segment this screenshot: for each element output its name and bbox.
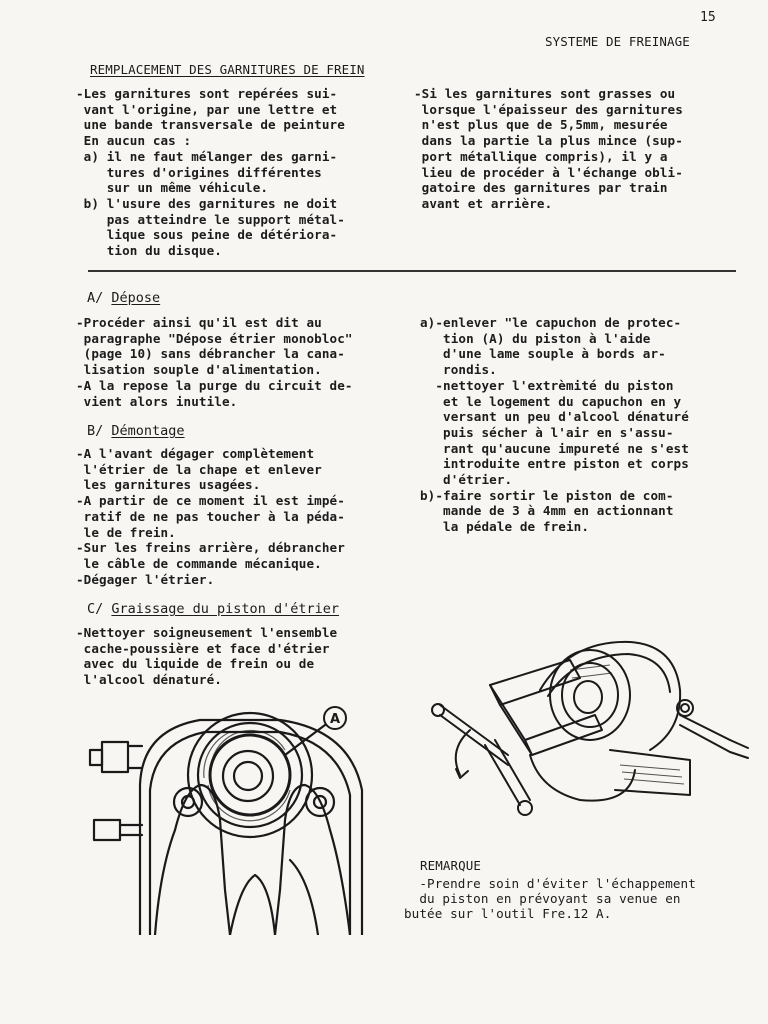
remarque-text: -Prendre soin d'éviter l'échappement du piston en prévoyant sa venue en butée sur l'outil Fre.12 A. (404, 876, 696, 922)
section-title: REMPLACEMENT DES GARNITURES DE FREIN (90, 62, 365, 77)
graissage-heading: C/ Graissage du piston d'étrier (87, 601, 339, 617)
divider (88, 270, 736, 272)
depose-right-text: a)-enlever "le capuchon de protec- tion (A) du piston à l'aide d'une lame souple à bords ar- rondis. -nettoyer l'extrèmité du piston et le logement du capuchon en y versant un peu d'alcool dénaturé puis sécher à l'air en s'assu- rant qu'aucune impureté ne s'est introduite entre piston et corps d'étrier. b)-faire sortir le piston de com- mande de 3 à 4mm en actionnant la pédale de frein. (420, 315, 689, 535)
depose-left-text: -Procéder ainsi qu'il est dit au paragraphe "Dépose étrier monobloc" (page 10) sans débrancher la cana- lisation souple d'alimentation. -A la repose la purge du circuit de- vient alors inutile. (76, 315, 353, 409)
figure-label-a: A (329, 712, 341, 727)
demontage-heading: B/ Démontage (87, 423, 185, 439)
demontage-text: -A l'avant dégager complètement l'étrier de la chape et enlever les garnitures usagées. -A partir de ce moment il est impé- ratif de ne pas toucher à la péda- le de frein. -Sur les freins arrière, débrancher le câble de commande mécanique. -Dégager l'étrier. (76, 446, 345, 587)
intro-left-paragraph: -Les garnitures sont repérées sui- vant l'origine, par une lettre et une bande transversale de peinture En aucun cas : a) il ne faut mélanger des garni- tures d'origines différentes sur un même véhicule. b) l'usure des garnitures ne doit pas atteindre le support métal- lique sous peine de détériora- tion du disque. (76, 86, 345, 259)
caliper-illustration (80, 690, 400, 935)
remarque-label: REMARQUE (420, 858, 482, 873)
header-title: SYSTEME DE FREINAGE (545, 34, 690, 49)
depose-heading: A/ Dépose (87, 290, 161, 306)
page-number: 15 (700, 10, 716, 25)
graissage-text: -Nettoyer soigneusement l'ensemble cache-poussière et face d'étrier avec du liquide de frein ou de l'alcool dénaturé. (76, 625, 338, 688)
intro-right-paragraph: -Si les garnitures sont grasses ou lorsque l'épaisseur des garnitures n'est plus que de 5,5mm, mesurée dans la partie la plus mince (sup- port métallique compris), il y a lieu de procéder à l'échange obli- gatoire des garnitures par train avant et arrière. (414, 86, 683, 211)
piston-tool-illustration (430, 630, 750, 830)
